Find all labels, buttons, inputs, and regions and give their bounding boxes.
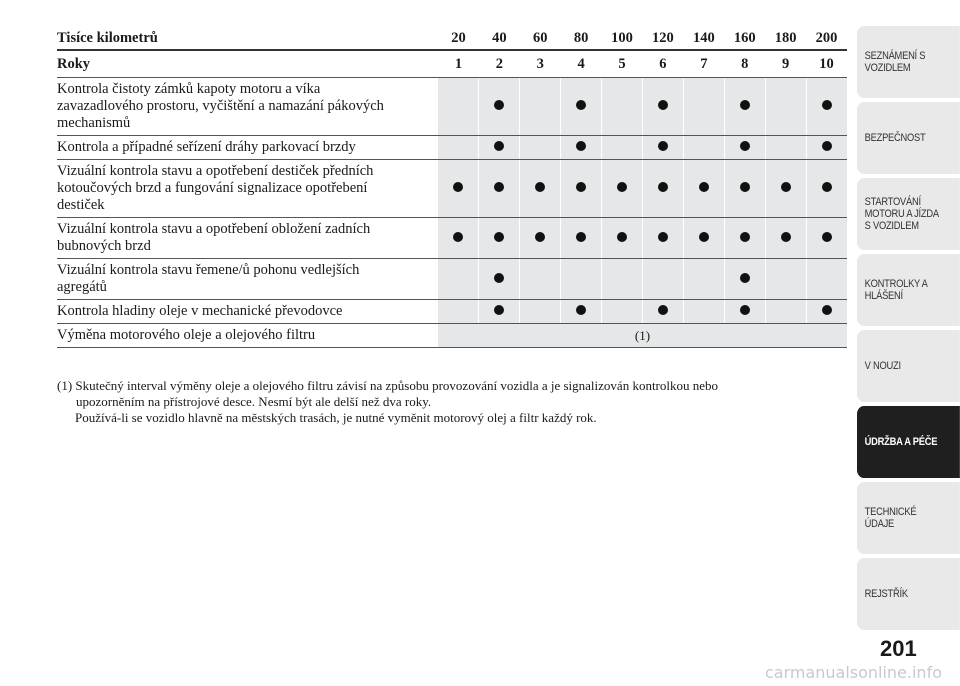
schedule-cell (602, 160, 643, 218)
schedule-cell (765, 160, 806, 218)
km-header-label: Tisíce kilometrů (57, 27, 438, 50)
schedule-cell (642, 136, 683, 160)
schedule-cell (765, 300, 806, 324)
service-dot-icon (617, 182, 627, 192)
page-number: 201 (880, 636, 917, 661)
schedule-cell (683, 78, 724, 136)
km-header-cell: 140 (683, 27, 724, 50)
row-label: Výměna motorového oleje a olejového filtru (57, 324, 438, 348)
schedule-cell (806, 300, 847, 324)
service-dot-icon (617, 232, 627, 242)
table-row (57, 160, 847, 218)
schedule-cell (683, 218, 724, 259)
row-label: Vizuální kontrola stavu řemene/ů pohonu vedlejších agregátů (57, 259, 438, 300)
schedule-cell (806, 160, 847, 218)
service-dot-icon (576, 100, 586, 110)
schedule-cell (520, 218, 561, 259)
schedule-cell (520, 136, 561, 160)
schedule-cell (765, 78, 806, 136)
schedule-cell (602, 218, 643, 259)
chapter-tab[interactable] (857, 482, 960, 554)
chapter-tab[interactable] (857, 254, 960, 326)
service-dot-icon (699, 182, 709, 192)
schedule-cell (438, 78, 479, 136)
schedule-cell (561, 259, 602, 300)
chapter-tab[interactable] (857, 178, 960, 250)
schedule-cell (520, 78, 561, 136)
schedule-cell (683, 259, 724, 300)
service-dot-icon (453, 182, 463, 192)
schedule-cell (520, 259, 561, 300)
year-cell: 7 (683, 50, 724, 78)
schedule-cell (561, 136, 602, 160)
schedule-cell (683, 136, 724, 160)
year-cell: 3 (520, 50, 561, 78)
schedule-cell (642, 218, 683, 259)
schedule-cell (642, 160, 683, 218)
year-cell: 4 (561, 50, 602, 78)
schedule-cell (561, 218, 602, 259)
schedule-cell (561, 78, 602, 136)
watermark: carmanualsonline.info (764, 663, 942, 682)
service-dot-icon (699, 232, 709, 242)
footnote (57, 378, 847, 426)
chapter-tabs (857, 26, 960, 634)
service-dot-icon (658, 141, 668, 151)
schedule-cell (438, 136, 479, 160)
service-dot-icon (740, 100, 750, 110)
schedule-cell (479, 78, 520, 136)
service-dot-icon (658, 100, 668, 110)
schedule-cell (479, 160, 520, 218)
schedule-cell (602, 78, 643, 136)
chapter-tab-label: ÚDRŽBA A PÉČE (864, 436, 938, 448)
chapter-tab[interactable] (857, 558, 960, 630)
schedule-cell (806, 136, 847, 160)
service-dot-icon (576, 141, 586, 151)
schedule-cell (602, 259, 643, 300)
schedule-cell (724, 136, 765, 160)
schedule-cell (724, 78, 765, 136)
schedule-cell (438, 218, 479, 259)
row-label: Vizuální kontrola stavu a opotřebení destiček předních kotoučových brzd a fungování signalizace opotřebení destiček (57, 160, 438, 218)
km-header-cell: 100 (602, 27, 643, 50)
service-dot-icon (822, 182, 832, 192)
km-header-cell: 40 (479, 27, 520, 50)
service-dot-icon (658, 305, 668, 315)
year-cell: 9 (765, 50, 806, 78)
chapter-tab-label: V NOUZI (864, 360, 901, 372)
service-dot-icon (822, 232, 832, 242)
chapter-tab[interactable] (857, 406, 960, 478)
service-dot-icon (453, 232, 463, 242)
schedule-cell (724, 300, 765, 324)
table-row-oil (57, 324, 847, 348)
schedule-cell (642, 259, 683, 300)
service-dot-icon (494, 100, 504, 110)
schedule-cell (683, 160, 724, 218)
schedule-cell (520, 160, 561, 218)
km-header-row (57, 27, 847, 50)
service-dot-icon (822, 141, 832, 151)
schedule-cell (602, 136, 643, 160)
schedule-cell (479, 300, 520, 324)
km-header-cell: 160 (724, 27, 765, 50)
schedule-cell (561, 300, 602, 324)
table-row (57, 136, 847, 160)
schedule-cell (724, 160, 765, 218)
year-cell: 5 (602, 50, 643, 78)
km-header-cell: 20 (438, 27, 479, 50)
schedule-cell (683, 300, 724, 324)
maintenance-schedule-table (57, 27, 847, 348)
table-row (57, 218, 847, 259)
service-dot-icon (740, 182, 750, 192)
schedule-cell (765, 259, 806, 300)
table-row (57, 300, 847, 324)
row-label: Kontrola hladiny oleje v mechanické převodovce (57, 300, 438, 324)
schedule-cell (438, 300, 479, 324)
chapter-tab[interactable] (857, 330, 960, 402)
footnote-line: Používá-li se vozidlo hlavně na městských trasách, je nutné vyměnit motorový olej a filtr každý rok. (75, 410, 597, 425)
service-dot-icon (781, 182, 791, 192)
schedule-cell (724, 259, 765, 300)
schedule-cell (642, 300, 683, 324)
service-dot-icon (494, 305, 504, 315)
service-dot-icon (494, 232, 504, 242)
km-header-cell: 180 (765, 27, 806, 50)
service-dot-icon (740, 232, 750, 242)
row-label: Vizuální kontrola stavu a opotřebení obložení zadních bubnových brzd (57, 218, 438, 259)
schedule-cell (765, 218, 806, 259)
chapter-tab-label: BEZPEČNOST (864, 132, 926, 144)
footnote-line: upozorněním na přístrojové desce. Nesmí být ale delší než dva roky. (76, 394, 432, 409)
service-dot-icon (822, 100, 832, 110)
year-cell: 2 (479, 50, 520, 78)
km-header-cell: 60 (520, 27, 561, 50)
schedule-cell (724, 218, 765, 259)
schedule-cell (806, 259, 847, 300)
service-dot-icon (576, 182, 586, 192)
row-label: Kontrola čistoty zámků kapoty motoru a víka zavazadlového prostoru, vyčištění a namazání pákových mechanismů (57, 78, 438, 136)
year-cell: 10 (806, 50, 847, 78)
service-dot-icon (658, 182, 668, 192)
chapter-tab-label: REJSTŘÍK (864, 588, 908, 600)
schedule-cell (642, 78, 683, 136)
service-dot-icon (781, 232, 791, 242)
schedule-cell (479, 218, 520, 259)
schedule-cell (520, 300, 561, 324)
schedule-cell (561, 160, 602, 218)
years-label: Roky (57, 50, 438, 78)
table-row (57, 259, 847, 300)
schedule-cell (602, 300, 643, 324)
schedule-cell (479, 259, 520, 300)
service-dot-icon (658, 232, 668, 242)
year-cell: 6 (642, 50, 683, 78)
service-dot-icon (576, 232, 586, 242)
chapter-tab-label: SEZNÁMENÍ S VOZIDLEM (864, 50, 926, 74)
schedule-cell (438, 259, 479, 300)
service-dot-icon (822, 305, 832, 315)
chapter-tab-label: STARTOVÁNÍ MOTORU A JÍZDA S VOZIDLEM (864, 196, 939, 232)
year-cell: 1 (438, 50, 479, 78)
chapter-tab-label: KONTROLKY A HLÁŠENÍ (864, 278, 928, 302)
service-dot-icon (535, 182, 545, 192)
km-header-cell: 80 (561, 27, 602, 50)
service-dot-icon (494, 182, 504, 192)
service-dot-icon (494, 273, 504, 283)
service-dot-icon (740, 273, 750, 283)
service-dot-icon (535, 232, 545, 242)
service-dot-icon (494, 141, 504, 151)
schedule-cell (479, 136, 520, 160)
row-label: Kontrola a případné seřízení dráhy parkovací brzdy (57, 136, 438, 160)
year-cell: 8 (724, 50, 765, 78)
footnote-ref-cell: (1) (438, 324, 847, 348)
km-header-cell: 200 (806, 27, 847, 50)
table-row (57, 78, 847, 136)
schedule-cell (806, 78, 847, 136)
schedule-cell (806, 218, 847, 259)
years-row (57, 50, 847, 78)
km-header-cell: 120 (642, 27, 683, 50)
schedule-cell (438, 160, 479, 218)
chapter-tab-label: TECHNICKÉ ÚDAJE (864, 506, 917, 530)
service-dot-icon (740, 141, 750, 151)
chapter-tab[interactable] (857, 102, 960, 174)
chapter-tab[interactable] (857, 26, 960, 98)
schedule-cell (765, 136, 806, 160)
service-dot-icon (740, 305, 750, 315)
footnote-line: (1) Skutečný interval výměny oleje a olejového filtru závisí na způsobu provozování vozidla a je signalizován kontrolkou nebo (57, 378, 719, 393)
service-dot-icon (576, 305, 586, 315)
